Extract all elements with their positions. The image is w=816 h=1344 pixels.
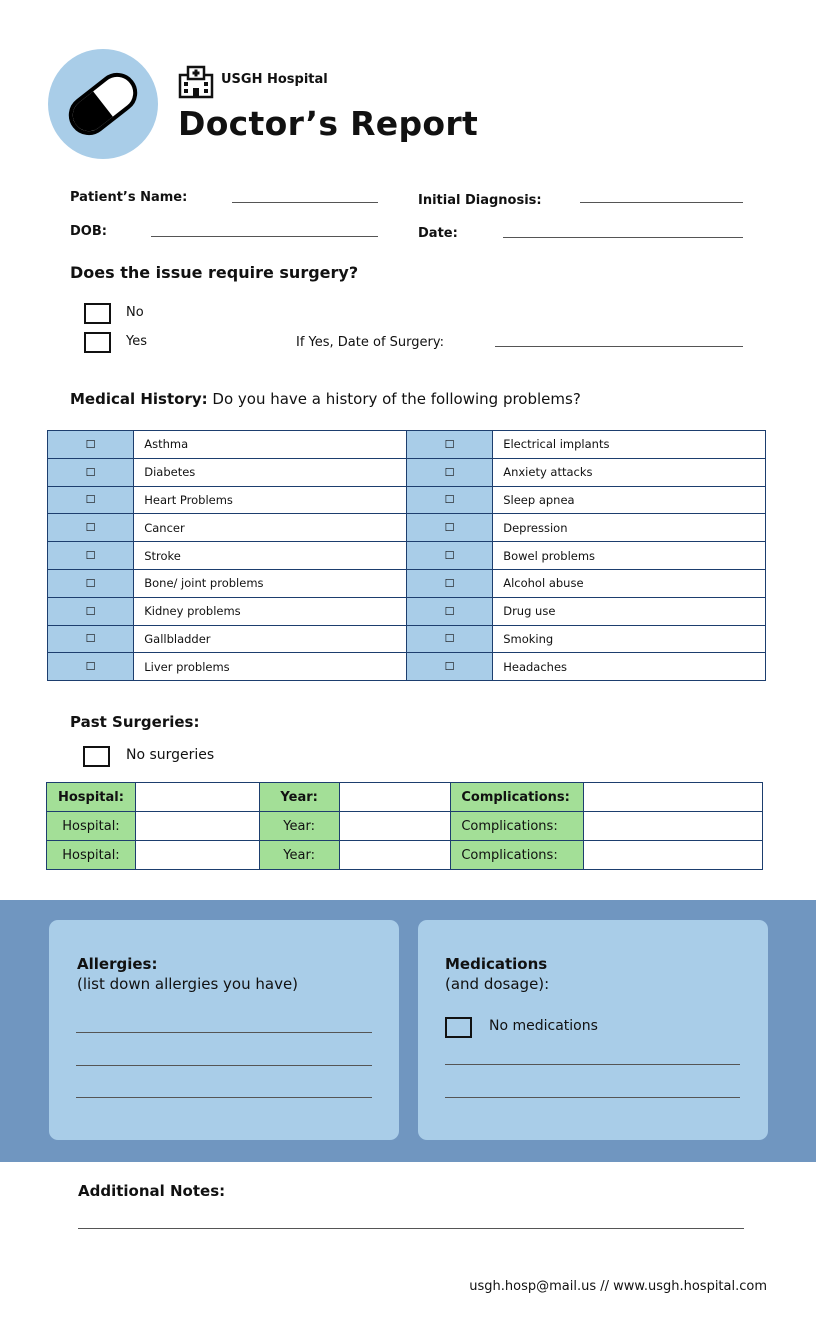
medical-history-question: Do you have a history of the following problems? bbox=[207, 390, 581, 408]
history-checkbox[interactable]: ☐ bbox=[406, 597, 492, 625]
year-label: Year: bbox=[259, 783, 339, 812]
surgery-row bbox=[47, 841, 763, 870]
history-checkbox[interactable]: ☐ bbox=[48, 597, 134, 625]
past-surgeries-table bbox=[46, 782, 763, 870]
history-checkbox[interactable]: ☐ bbox=[406, 653, 492, 681]
surgery-yes-checkbox[interactable] bbox=[84, 332, 111, 353]
history-item-label: Bowel problems bbox=[493, 542, 766, 570]
no-medications-checkbox[interactable] bbox=[445, 1017, 472, 1038]
history-checkbox[interactable]: ☐ bbox=[48, 458, 134, 486]
history-checkbox[interactable]: ☐ bbox=[48, 486, 134, 514]
past-surgeries-title: Past Surgeries: bbox=[70, 713, 200, 731]
medication-line[interactable] bbox=[445, 1064, 740, 1065]
history-item-label: Sleep apnea bbox=[493, 486, 766, 514]
history-checkbox[interactable]: ☐ bbox=[48, 653, 134, 681]
history-checkbox[interactable]: ☐ bbox=[48, 514, 134, 542]
medical-history-table bbox=[47, 430, 766, 681]
history-row bbox=[48, 625, 766, 653]
history-checkbox[interactable]: ☐ bbox=[48, 625, 134, 653]
allergy-line[interactable] bbox=[76, 1097, 372, 1098]
year-value-cell[interactable] bbox=[339, 783, 451, 812]
initial-diagnosis-field[interactable] bbox=[580, 202, 743, 203]
date-field[interactable] bbox=[503, 237, 743, 238]
hospital-value-cell[interactable] bbox=[135, 783, 259, 812]
surgery-yes-label: Yes bbox=[126, 334, 147, 349]
history-row bbox=[48, 458, 766, 486]
history-item-label: Electrical implants bbox=[493, 431, 766, 459]
hospital-value-cell[interactable] bbox=[135, 812, 259, 841]
history-checkbox[interactable]: ☐ bbox=[406, 569, 492, 597]
history-row bbox=[48, 597, 766, 625]
patient-name-field[interactable] bbox=[232, 202, 378, 203]
history-item-label: Liver problems bbox=[134, 653, 407, 681]
medications-subtitle: (and dosage): bbox=[445, 975, 550, 993]
year-value-cell[interactable] bbox=[339, 841, 451, 870]
complications-label: Complications: bbox=[451, 783, 584, 812]
history-checkbox[interactable]: ☐ bbox=[48, 431, 134, 459]
history-item-label: Alcohol abuse bbox=[493, 569, 766, 597]
footer-contact: usgh.hosp@mail.us // www.usgh.hospital.com bbox=[469, 1279, 767, 1294]
date-label: Date: bbox=[418, 226, 458, 241]
history-checkbox[interactable]: ☐ bbox=[406, 625, 492, 653]
history-checkbox[interactable]: ☐ bbox=[48, 569, 134, 597]
medical-history-label: Medical History: bbox=[70, 390, 208, 408]
surgery-row bbox=[47, 783, 763, 812]
patient-name-label: Patient’s Name: bbox=[70, 190, 188, 205]
history-checkbox[interactable]: ☐ bbox=[406, 486, 492, 514]
dob-field[interactable] bbox=[151, 236, 378, 237]
hospital-label: Hospital: bbox=[47, 783, 136, 812]
allergy-line[interactable] bbox=[76, 1065, 372, 1066]
history-row bbox=[48, 431, 766, 459]
history-item-label: Bone/ joint problems bbox=[134, 569, 407, 597]
initial-diagnosis-label: Initial Diagnosis: bbox=[418, 193, 542, 208]
logo-circle bbox=[48, 49, 158, 159]
no-medications-label: No medications bbox=[489, 1018, 598, 1034]
allergy-line[interactable] bbox=[76, 1032, 372, 1033]
complications-label: Complications: bbox=[451, 841, 584, 870]
history-row bbox=[48, 486, 766, 514]
surgery-question: Does the issue require surgery? bbox=[70, 263, 359, 282]
history-item-label: Kidney problems bbox=[134, 597, 407, 625]
history-item-label: Drug use bbox=[493, 597, 766, 625]
additional-notes-title: Additional Notes: bbox=[78, 1182, 226, 1200]
hospital-value-cell[interactable] bbox=[135, 841, 259, 870]
medication-line[interactable] bbox=[445, 1097, 740, 1098]
year-label: Year: bbox=[259, 841, 339, 870]
history-item-label: Gallbladder bbox=[134, 625, 407, 653]
surgery-no-label: No bbox=[126, 305, 144, 320]
pill-icon bbox=[48, 49, 158, 159]
history-item-label: Diabetes bbox=[134, 458, 407, 486]
history-item-label: Headaches bbox=[493, 653, 766, 681]
history-item-label: Depression bbox=[493, 514, 766, 542]
history-row bbox=[48, 653, 766, 681]
hospital-building-icon bbox=[178, 65, 214, 99]
hospital-label: Hospital: bbox=[47, 841, 136, 870]
surgery-row bbox=[47, 812, 763, 841]
history-item-label: Heart Problems bbox=[134, 486, 407, 514]
no-surgeries-checkbox[interactable] bbox=[83, 746, 110, 767]
history-row bbox=[48, 542, 766, 570]
history-checkbox[interactable]: ☐ bbox=[406, 514, 492, 542]
history-checkbox[interactable]: ☐ bbox=[406, 431, 492, 459]
surgery-date-label: If Yes, Date of Surgery: bbox=[296, 335, 444, 350]
dob-label: DOB: bbox=[70, 224, 107, 239]
history-item-label: Anxiety attacks bbox=[493, 458, 766, 486]
additional-notes-field[interactable] bbox=[78, 1228, 744, 1229]
complications-label: Complications: bbox=[451, 812, 584, 841]
history-item-label: Stroke bbox=[134, 542, 407, 570]
no-surgeries-label: No surgeries bbox=[126, 747, 215, 763]
history-row bbox=[48, 569, 766, 597]
history-item-label: Smoking bbox=[493, 625, 766, 653]
allergies-subtitle: (list down allergies you have) bbox=[77, 975, 299, 993]
medications-card bbox=[418, 920, 768, 1140]
history-item-label: Asthma bbox=[134, 431, 407, 459]
complications-value-cell[interactable] bbox=[584, 812, 763, 841]
allergies-card bbox=[49, 920, 399, 1140]
complications-value-cell[interactable] bbox=[584, 783, 763, 812]
history-checkbox[interactable]: ☐ bbox=[406, 542, 492, 570]
medications-title: Medications bbox=[445, 955, 548, 973]
surgery-date-field[interactable] bbox=[495, 346, 743, 347]
history-item-label: Cancer bbox=[134, 514, 407, 542]
history-checkbox[interactable]: ☐ bbox=[406, 458, 492, 486]
year-label: Year: bbox=[259, 812, 339, 841]
history-row bbox=[48, 514, 766, 542]
medical-history-heading bbox=[70, 390, 581, 408]
allergies-title: Allergies: bbox=[77, 955, 158, 973]
complications-value-cell[interactable] bbox=[584, 841, 763, 870]
page-title: Doctor’s Report bbox=[178, 104, 479, 143]
hospital-label: Hospital: bbox=[47, 812, 136, 841]
year-value-cell[interactable] bbox=[339, 812, 451, 841]
history-checkbox[interactable]: ☐ bbox=[48, 542, 134, 570]
surgery-no-checkbox[interactable] bbox=[84, 303, 111, 324]
hospital-name: USGH Hospital bbox=[221, 72, 328, 87]
